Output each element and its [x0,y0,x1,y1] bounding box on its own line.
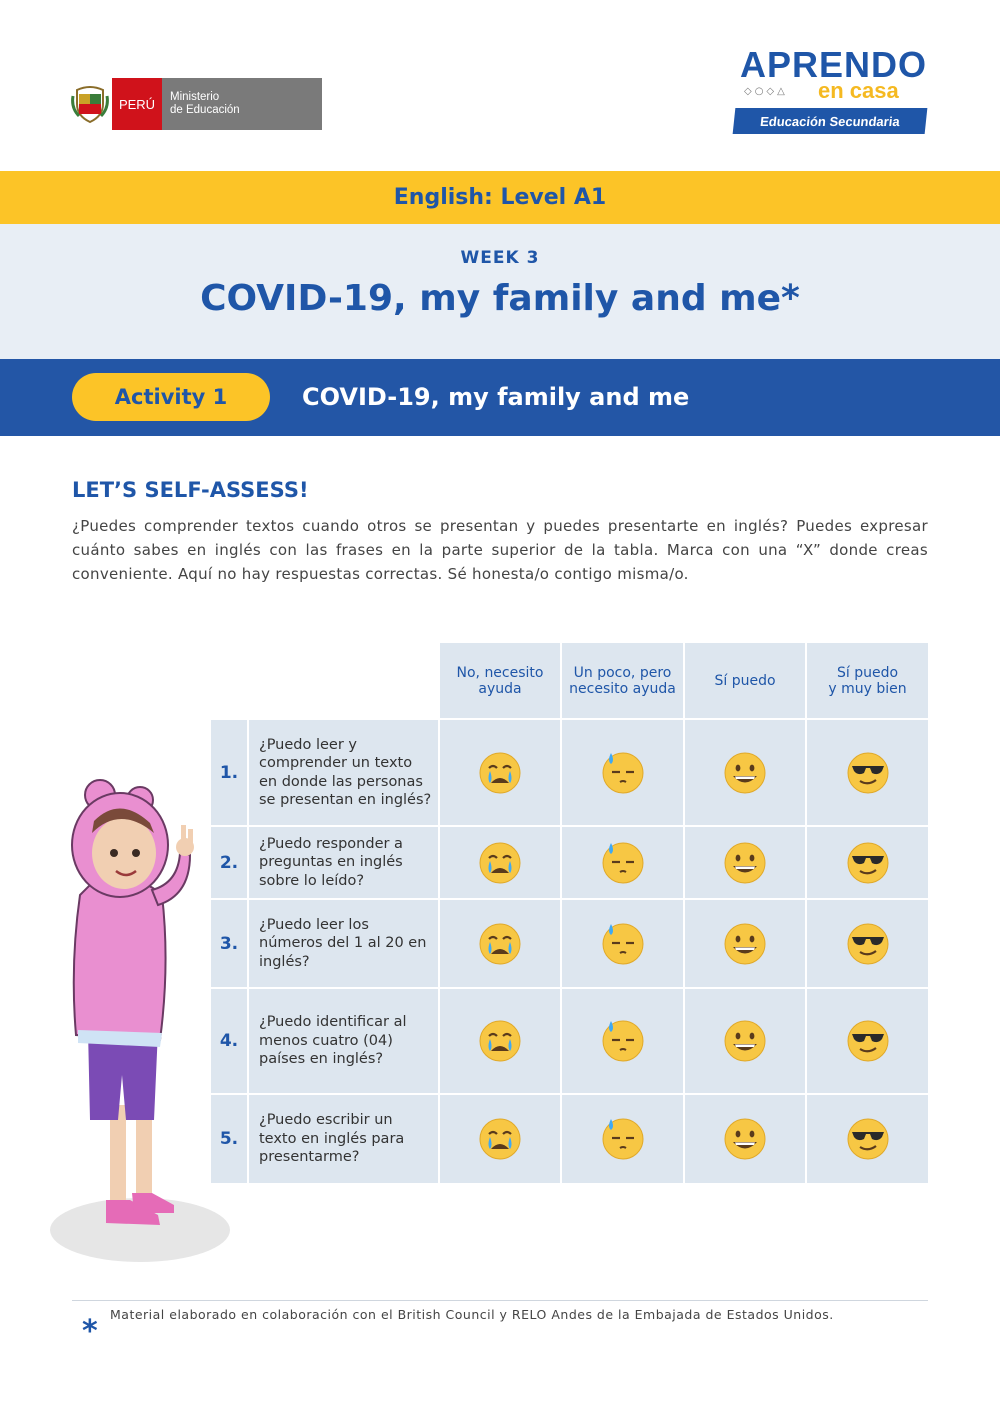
footnote-asterisk: * [82,1314,98,1349]
intro-paragraph: ¿Puedes comprender textos cuando otros se presentan y puedes presentarte en inglés? Puedes expresar cuánto sabes en inglés con las frases en la parte superior de la tabla. Marca con una “X” donde creas conveniente. Aquí no hay respuestas correctas. Sé honesta/o contigo misma/o. [72,517,928,583]
week-label: WEEK 3 [460,248,540,268]
sweat-face-cell[interactable] [561,719,684,826]
table-row [210,719,929,826]
sunglasses-face-icon [846,933,890,952]
grinning-face-icon [723,762,767,781]
footnote-text: Material elaborado en colaboración con el British Council y RELO Andes de la Embajada de Estados Unidos. [110,1307,834,1322]
level-band: English: Level A1 [0,171,1000,224]
grin-face-cell[interactable] [684,1094,806,1184]
sweat-face-cell[interactable] [561,988,684,1094]
crying-face-cell[interactable] [439,1094,561,1184]
header-no-help-line-1: No, necesito [456,664,544,681]
sweat-face-icon [601,762,645,781]
sunglasses-face-icon [846,762,890,781]
grinning-face-icon [723,1031,767,1050]
grin-face-cell[interactable] [684,719,806,826]
sunglasses-face-cell[interactable] [806,988,929,1094]
ministry-line-1: Ministerio [170,91,220,103]
coat-of-arms-icon [68,78,112,130]
crying-face-icon [478,1129,522,1148]
page-title: COVID-19, my family and me* [200,278,800,319]
header-some-help-line-2: necesito ayuda [569,680,676,697]
grin-face-cell[interactable] [684,988,806,1094]
sunglasses-face-cell[interactable] [806,899,929,988]
row-number: 5. [210,1094,248,1184]
ministry-name [162,78,322,130]
grin-face-cell[interactable] [684,826,806,899]
crying-face-icon [478,852,522,871]
row-number: 3. [210,899,248,988]
sunglasses-face-cell[interactable] [806,826,929,899]
blank-corner [210,642,439,719]
sunglasses-face-icon [846,1129,890,1148]
peru-label: PERÚ [112,78,162,130]
table-row [210,1094,929,1184]
crying-face-cell[interactable] [439,988,561,1094]
ministry-logo [68,78,322,130]
grinning-face-icon [723,1129,767,1148]
sweat-face-cell[interactable] [561,1094,684,1184]
sweat-face-icon [601,1129,645,1148]
sweat-face-cell[interactable] [561,899,684,988]
header-some-help-line-1: Un poco, pero [573,664,672,681]
aprendo-en-casa-logo [730,44,930,140]
row-question: ¿Puedo leer y comprender un texto en donde las personas se presentan en inglés? [248,719,439,826]
crying-face-cell[interactable] [439,719,561,826]
brand-badge: Educación Secundaria [733,108,928,134]
crying-face-cell[interactable] [439,826,561,899]
table-row [210,826,929,899]
sweat-face-icon [601,1031,645,1050]
header-no-help [439,642,561,719]
row-number: 4. [210,988,248,1094]
grinning-face-icon [723,852,767,871]
sweat-face-cell[interactable] [561,826,684,899]
header-can-well-line-1: Sí puedo [836,664,899,681]
row-question: ¿Puedo escribir un texto en inglés para presentarme? [248,1094,439,1184]
sunglasses-face-icon [846,852,890,871]
row-question: ¿Puedo leer los números del 1 al 20 en inglés? [248,899,439,988]
activity-title: COVID-19, my family and me [302,383,690,411]
table-row [210,988,929,1094]
brand-line-2: en casa [818,78,899,103]
sunglasses-face-cell[interactable] [806,719,929,826]
girl-illustration [40,775,240,1270]
brand-line-1: APRENDO [740,44,928,85]
crying-face-icon [478,933,522,952]
section-title: LET’S SELF-ASSESS! [72,478,309,502]
sweat-face-icon [601,852,645,871]
crying-face-cell[interactable] [439,899,561,988]
grinning-face-icon [723,933,767,952]
row-number: 1. [210,719,248,826]
header-can [684,642,806,719]
row-number: 2. [210,826,248,899]
sweat-face-icon [601,933,645,952]
footer-divider [72,1300,928,1301]
table-row [210,899,929,988]
ministry-line-2: de Educación [170,104,240,116]
header-no-help-line-2: ayuda [478,680,522,697]
self-assessment-table [209,641,930,1185]
row-question: ¿Puedo identificar al menos cuatro (04) países en inglés? [248,988,439,1094]
header-row [210,642,929,719]
row-question: ¿Puedo responder a preguntas en inglés sobre lo leído? [248,826,439,899]
header-can-well-line-2: y muy bien [828,680,907,697]
grin-face-cell[interactable] [684,899,806,988]
crying-face-icon [478,1031,522,1050]
crying-face-icon [478,762,522,781]
sunglasses-face-icon [846,1031,890,1050]
decorative-shapes-icon: ◇○◇△ [744,86,788,97]
sunglasses-face-cell[interactable] [806,1094,929,1184]
header-can-line-1: Sí puedo [714,672,776,689]
header-some-help [561,642,684,719]
activity-badge: Activity 1 [72,373,270,421]
header-can-well [806,642,929,719]
